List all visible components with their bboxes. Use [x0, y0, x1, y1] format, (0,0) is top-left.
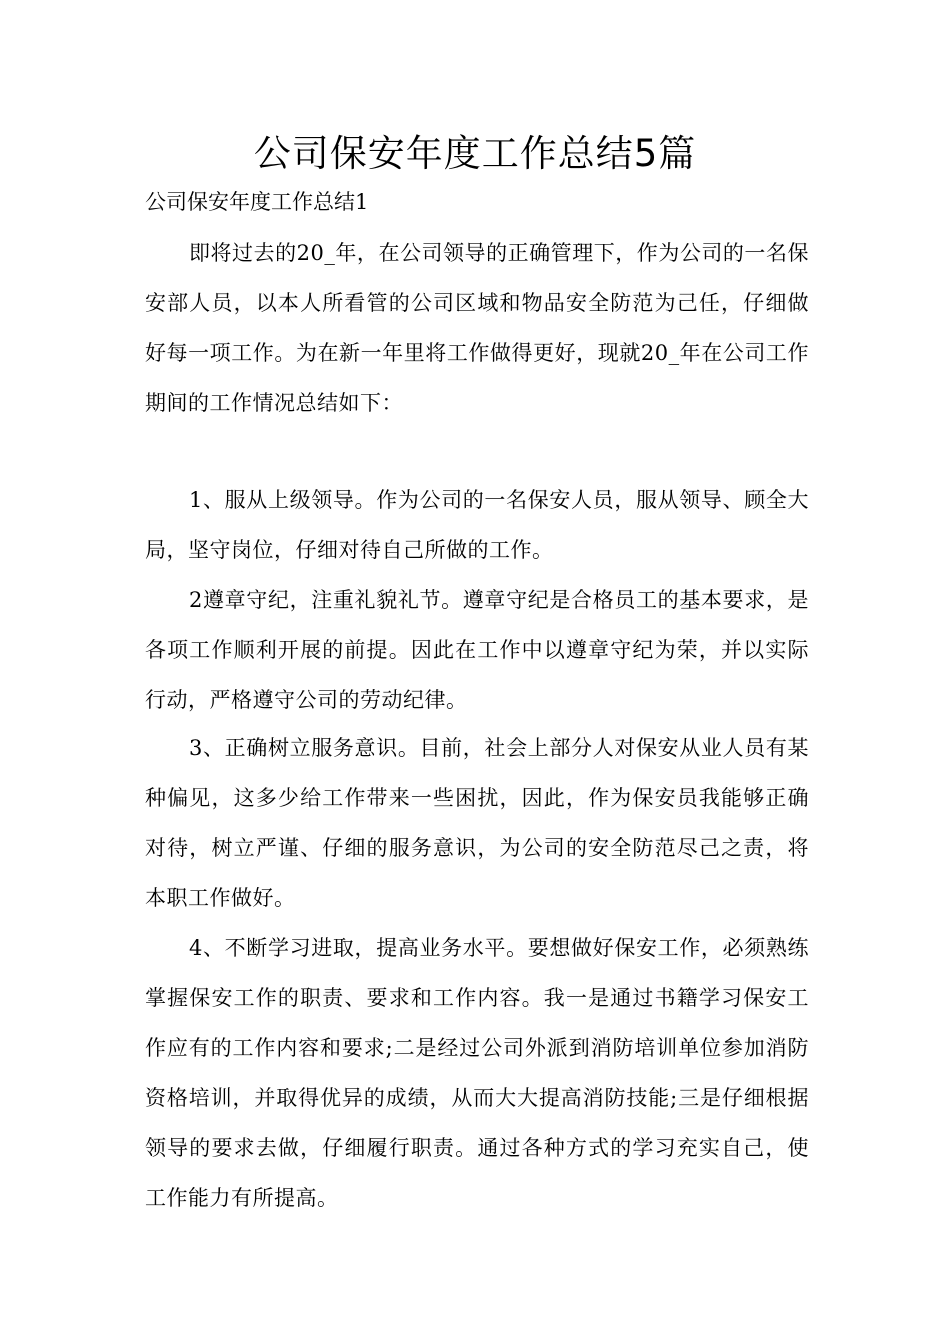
paragraph-item-1: 1、服从上级领导。作为公司的一名保安人员，服从领导、顾全大局，坚守岗位，仔细对待自己所做的工作。	[145, 488, 809, 562]
paragraph-item-3: 3、正确树立服务意识。目前，社会上部分人对保安从业人员有某种偏见，这多少给工作带来一些困扰，因此，作为保安员我能够正确对待，树立严谨、仔细的服务意识，为公司的安全防范尽己之责，将本职工作做好。	[145, 736, 809, 910]
section-heading: 公司保安年度工作总结1	[145, 190, 369, 214]
paragraph-item-2: 2遵章守纪，注重礼貌礼节。遵章守纪是合格员工的基本要求，是各项工作顺利开展的前提。因此在工作中以遵章守纪为荣，并以实际行动，严格遵守公司的劳动纪律。	[145, 588, 809, 712]
paragraph-item-4: 4、不断学习进取，提高业务水平。要想做好保安工作，必须熟练掌握保安工作的职责、要求和工作内容。我一是通过书籍学习保安工作应有的工作内容和要求;二是经过公司外派到消防培训单位参加消防资格培训，并取得优异的成绩，从而大大提高消防技能;三是仔细根据领导的要求去做，仔细履行职责。通过各种方式的学习充实自己，使工作能力有所提高。	[145, 936, 809, 1210]
document-title: 公司保安年度工作总结5篇	[253, 132, 697, 175]
paragraph-intro: 即将过去的20_年，在公司领导的正确管理下，作为公司的一名保安部人员，以本人所看管的公司区域和物品安全防范为己任，仔细做好每一项工作。为在新一年里将工作做得更好，现就20_年在公司工作期间的工作情况总结如下：	[145, 241, 809, 415]
